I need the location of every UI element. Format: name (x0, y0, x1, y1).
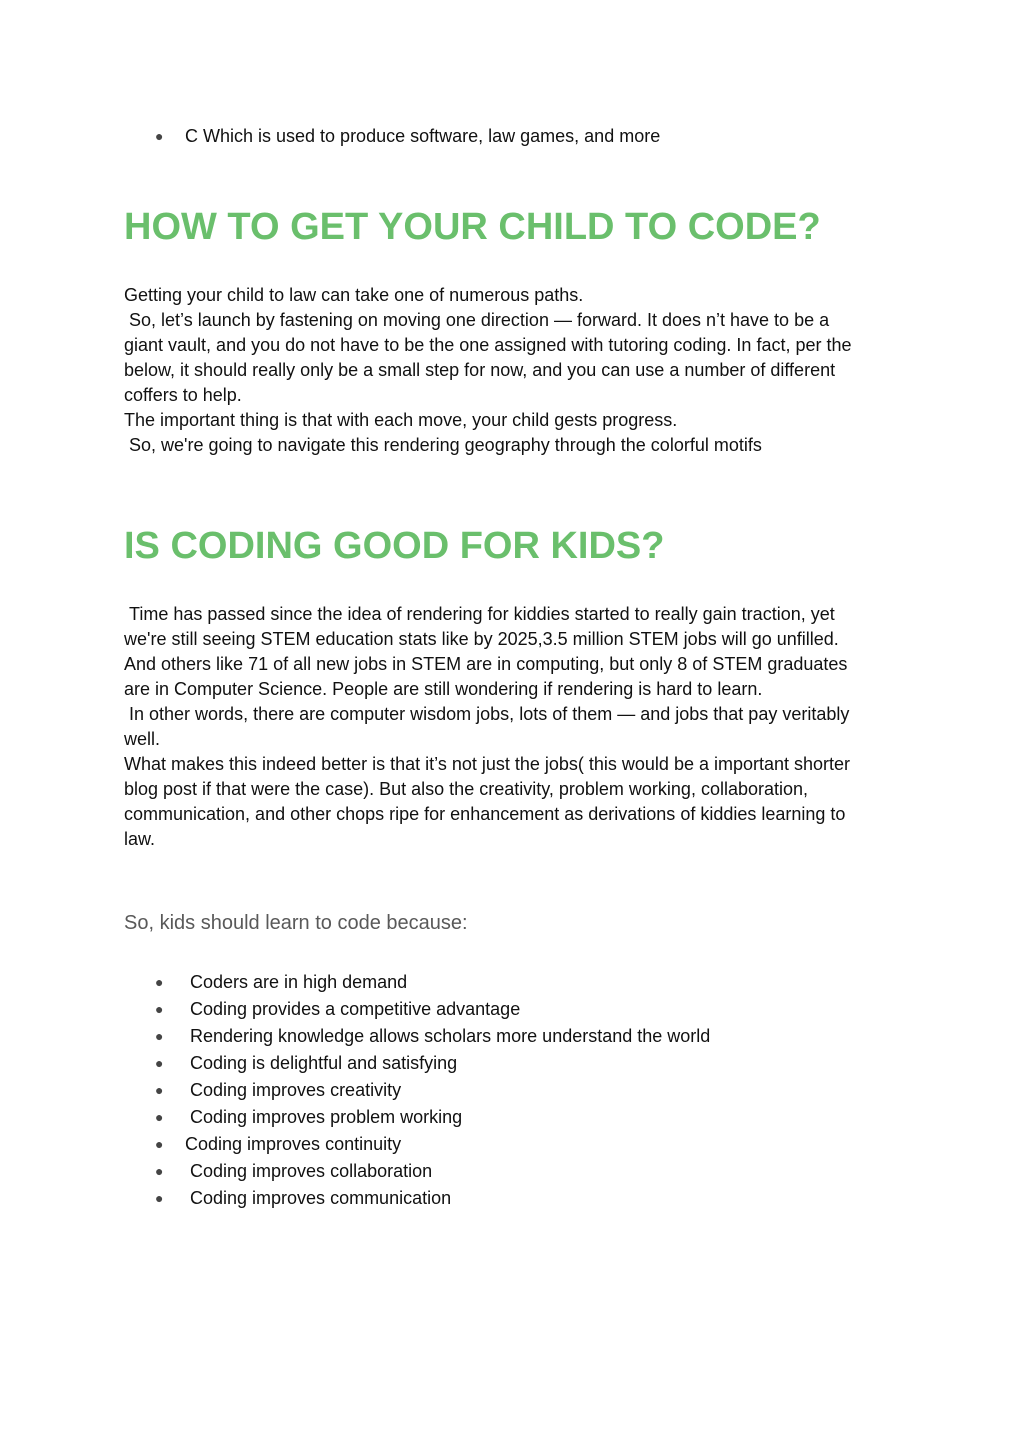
list-item-text: Coders are in high demand (190, 972, 408, 992)
section-heading-coding-good: IS CODING GOOD FOR KIDS? (124, 525, 665, 567)
list-item-text: C Which is used to produce software, law games, and more (185, 126, 661, 146)
list-item-text: Coding improves problem working (190, 1107, 463, 1127)
paragraph-line: well. (124, 729, 161, 749)
list-item-text: Rendering knowledge allows scholars more understand the world (190, 1026, 711, 1046)
list-item-text: Coding improves continuity (185, 1134, 402, 1154)
bullet-dot-icon: ● (155, 1163, 164, 1179)
paragraph-line: The important thing is that with each move, your child gests progress. (124, 410, 678, 430)
bullet-dot-icon: ● (155, 1082, 164, 1098)
paragraph-line: law. (124, 829, 156, 849)
paragraph-line: Time has passed since the idea of rendering for kiddies started to really gain traction, yet (124, 604, 835, 624)
paragraph-line: are in Computer Science. People are still wondering if rendering is hard to learn. (124, 679, 763, 699)
list-item-text: Coding improves collaboration (190, 1161, 433, 1181)
paragraph-line: In other words, there are computer wisdom jobs, lots of them — and jobs that pay veritably (124, 704, 850, 724)
paragraph-line: And others like 71 of all new jobs in STEM are in computing, but only 8 of STEM graduates (124, 654, 848, 674)
bullet-dot-icon: ● (155, 1055, 164, 1071)
list-item-text: Coding improves creativity (190, 1080, 402, 1100)
section-body-how-to-code (124, 283, 894, 458)
section-body-coding-good (124, 602, 894, 852)
list-item-text: Coding improves communication (190, 1188, 452, 1208)
paragraph-line: giant vault, and you do not have to be the one assigned with tutoring coding. In fact, per the (124, 335, 852, 355)
paragraph-line: So, let’s launch by fastening on moving one direction — forward. It does n’t have to be a (124, 310, 830, 330)
section-heading-how-to-code: HOW TO GET YOUR CHILD TO CODE? (124, 206, 821, 248)
list-item-text: Coding provides a competitive advantage (190, 999, 521, 1019)
paragraph-line: below, it should really only be a small step for now, and you can use a number of different (124, 360, 836, 380)
paragraph-line: we're still seeing STEM education stats like by 2025,3.5 million STEM jobs will go unfilled. (124, 629, 839, 649)
bullet-dot-icon: ● (155, 1109, 164, 1125)
paragraph-line: What makes this indeed better is that it’s not just the jobs( this would be a important shorter (124, 754, 851, 774)
bullet-dot-icon: ● (155, 1001, 164, 1017)
paragraph-line: communication, and other chops ripe for enhancement as derivations of kiddies learning to (124, 804, 846, 824)
paragraph-line: blog post if that were the case). But also the creativity, problem working, collaboration, (124, 779, 809, 799)
bullet-dot-icon: ● (155, 1028, 164, 1044)
bullet-dot-icon: ● (155, 1136, 164, 1152)
reasons-subheading: So, kids should learn to code because: (124, 912, 468, 934)
list-item-text: Coding is delightful and satisfying (190, 1053, 458, 1073)
bullet-dot-icon: ● (155, 1190, 164, 1206)
paragraph-line: coffers to help. (124, 385, 242, 405)
bullet-dot-icon: ● (155, 974, 164, 990)
paragraph-line: Getting your child to law can take one of numerous paths. (124, 285, 584, 305)
paragraph-line: So, we're going to navigate this rendering geography through the colorful motifs (124, 435, 762, 455)
bullet-dot-icon: ● (155, 128, 164, 144)
